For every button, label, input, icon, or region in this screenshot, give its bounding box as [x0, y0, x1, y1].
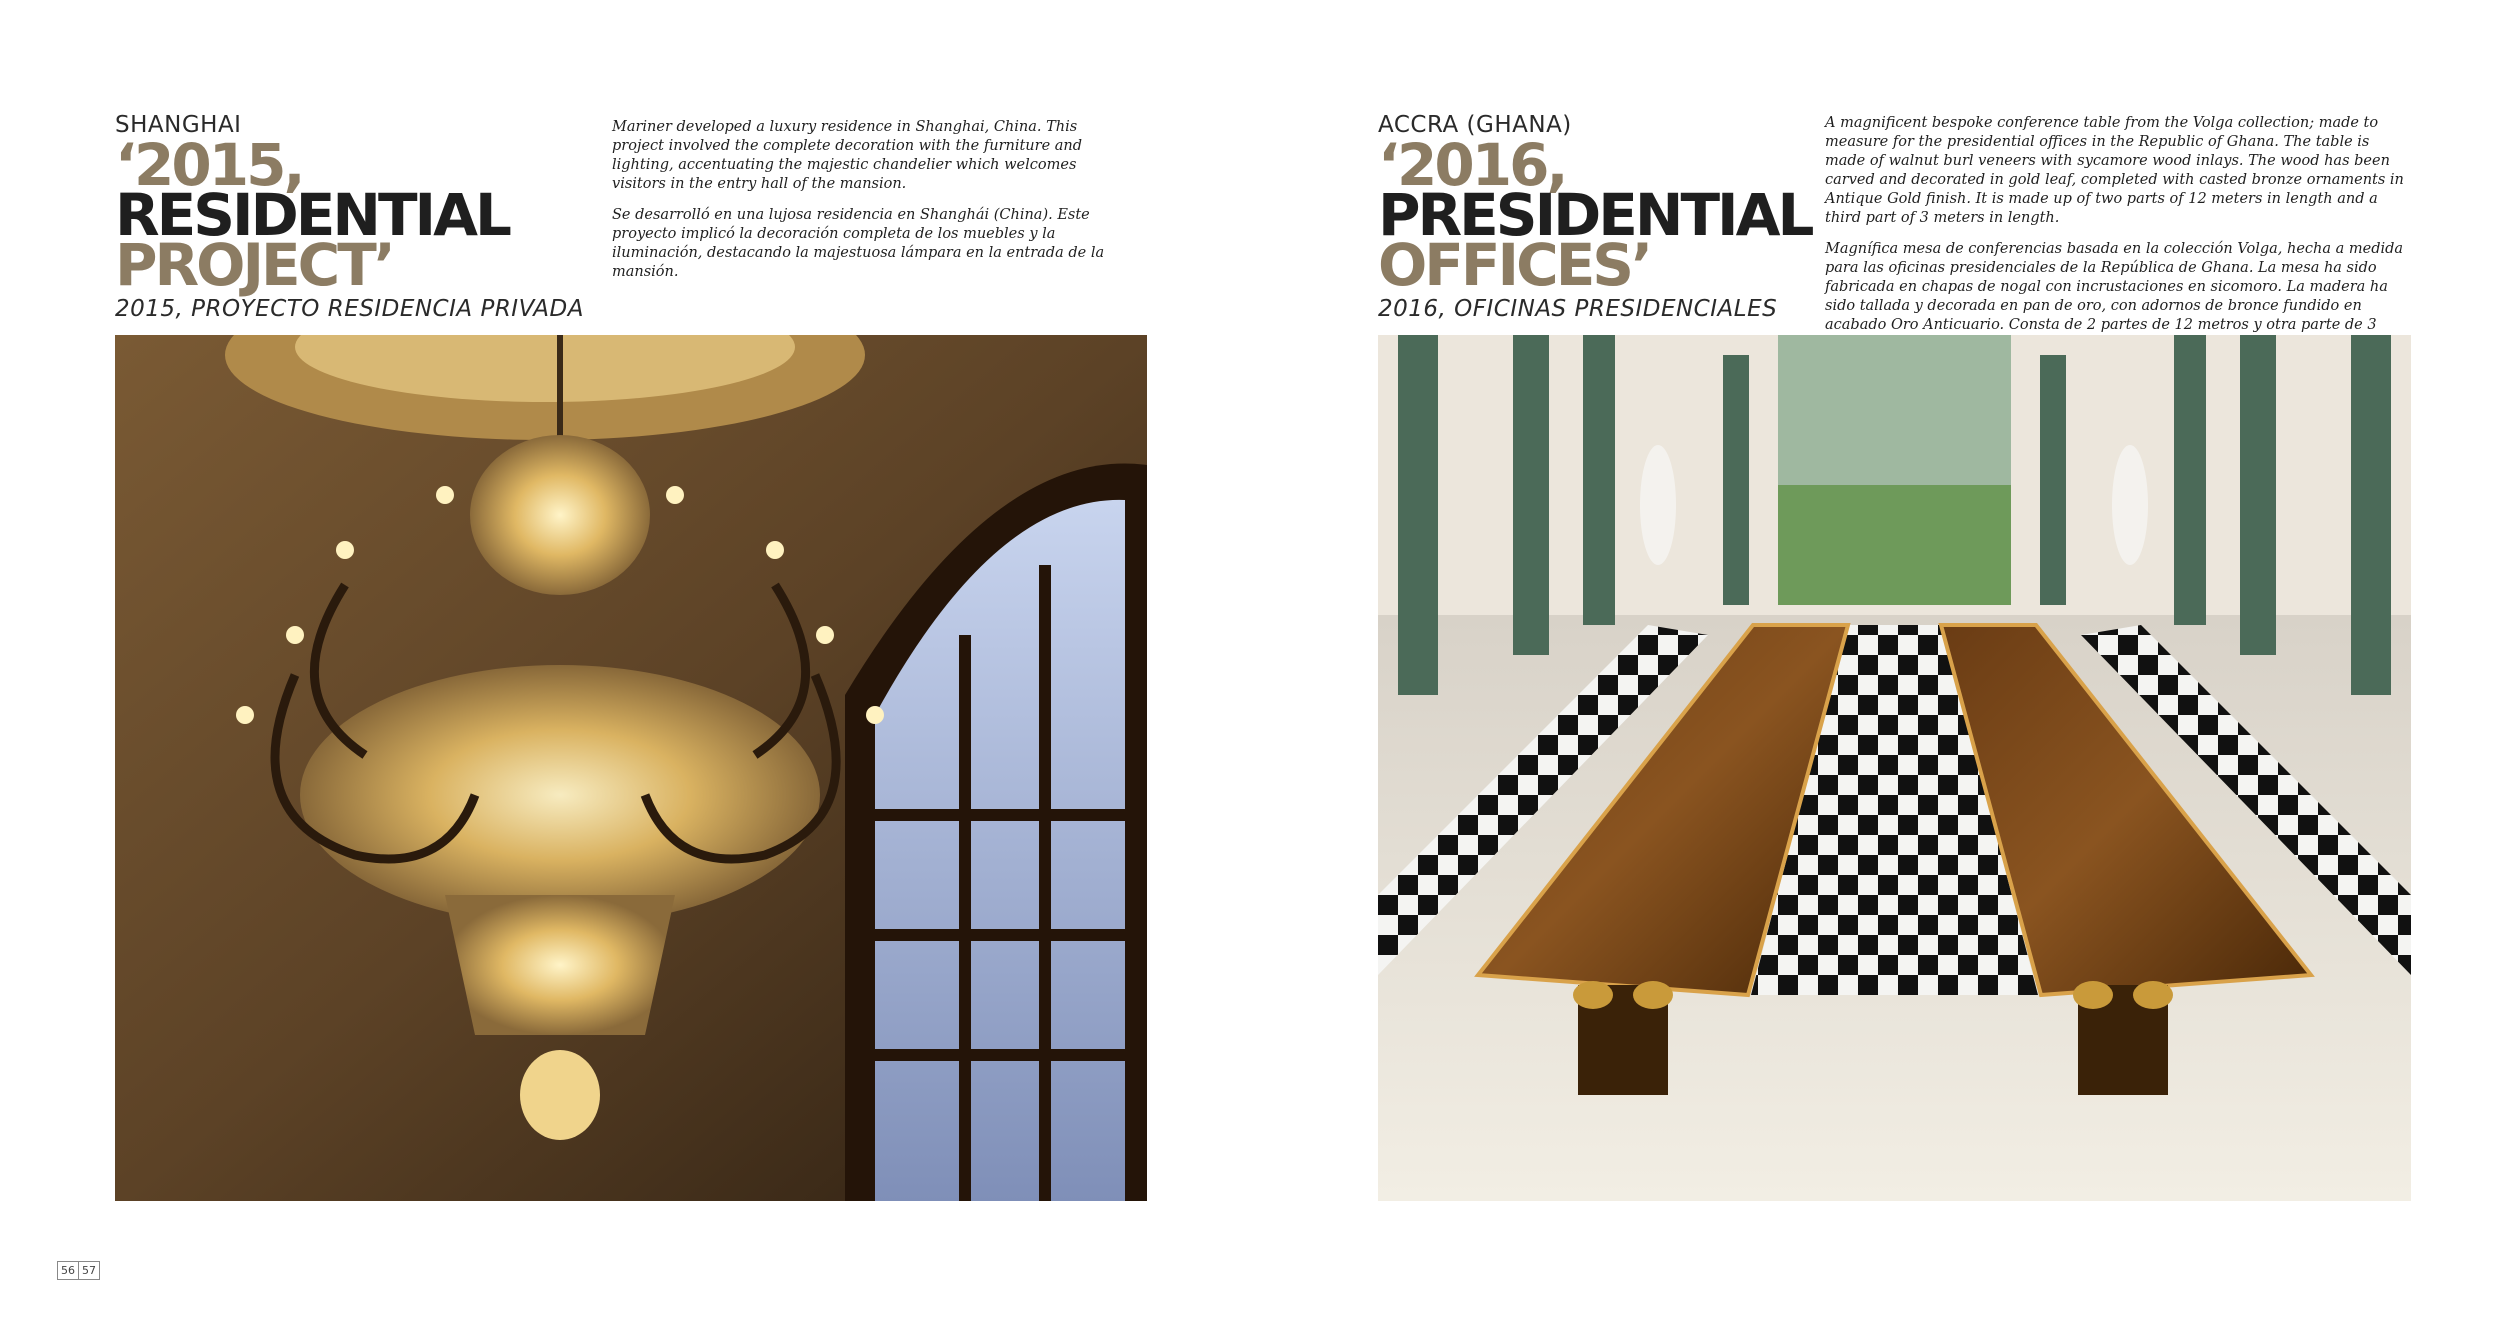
left-title-year: ‘2015,: [115, 131, 303, 199]
right-location: ACCRA (GHANA): [1378, 112, 1572, 138]
right-text-spanish: Magnífica mesa de conferencias basada en la colección Volga, hecha a medida para las oficinas presidenciales de la República de Ghana. La mesa ha sido fabricada en chapas de nogal con incrustaciones en sicomoro. La madera ha sido tallada y decorada en pan de oro, con adornos de bronce fundido en acabado Oro Anticuario. Consta de 2 partes de 12 metros y otra parte de 3: [1825, 241, 2404, 333]
chandelier-photo: [115, 335, 1147, 1201]
left-text-english: Mariner developed a luxury residence in Shanghai, China. This project involved the complete decoration with the furniture and lighting, accentuating the majestic chandelier which welcomes visitors in the entry hall of the mansion.: [612, 119, 1083, 192]
left-subtitle: 2015, PROYECTO RESIDENCIA PRIVADA: [115, 296, 584, 322]
conference-table-photo: [1378, 335, 2411, 1201]
right-subtitle: 2016, OFICINAS PRESIDENCIALES: [1378, 296, 1778, 322]
left-location: SHANGHAI: [115, 112, 242, 138]
left-description: [612, 118, 1132, 294]
right-heading: [1378, 112, 1838, 322]
page-number-left: 56: [57, 1261, 79, 1280]
page-numbers: [57, 1261, 100, 1280]
left-title-main: RESIDENTIAL: [115, 181, 509, 249]
left-title-end: PROJECT’: [115, 231, 393, 299]
right-title-end: OFFICES’: [1378, 231, 1651, 299]
left-text-spanish: Se desarrolló en una lujosa residencia en Shanghái (China). Este proyecto implicó la decoración completa de los muebles y la iluminación, destacando la majestuosa lámpara en la entrada de la mansión.: [612, 207, 1105, 280]
left-heading: [115, 112, 595, 322]
page-number-right: 57: [79, 1261, 100, 1280]
right-title-main: PRESIDENTIAL: [1378, 181, 1812, 249]
right-description: [1825, 114, 2410, 366]
right-text-english: A magnificent bespoke conference table from the Volga collection; made to measure for the presidential offices in the Republic of Ghana. The table is made of walnut burl veneers with sycamore wood inlays. The wood has been carved and decorated in gold leaf, completed with casted bronze ornaments in Antique Gold finish. It is made up of two parts of 12 meters in length and a third part of 3 meters in length.: [1825, 115, 2404, 226]
right-title-year: ‘2016,: [1378, 131, 1566, 199]
